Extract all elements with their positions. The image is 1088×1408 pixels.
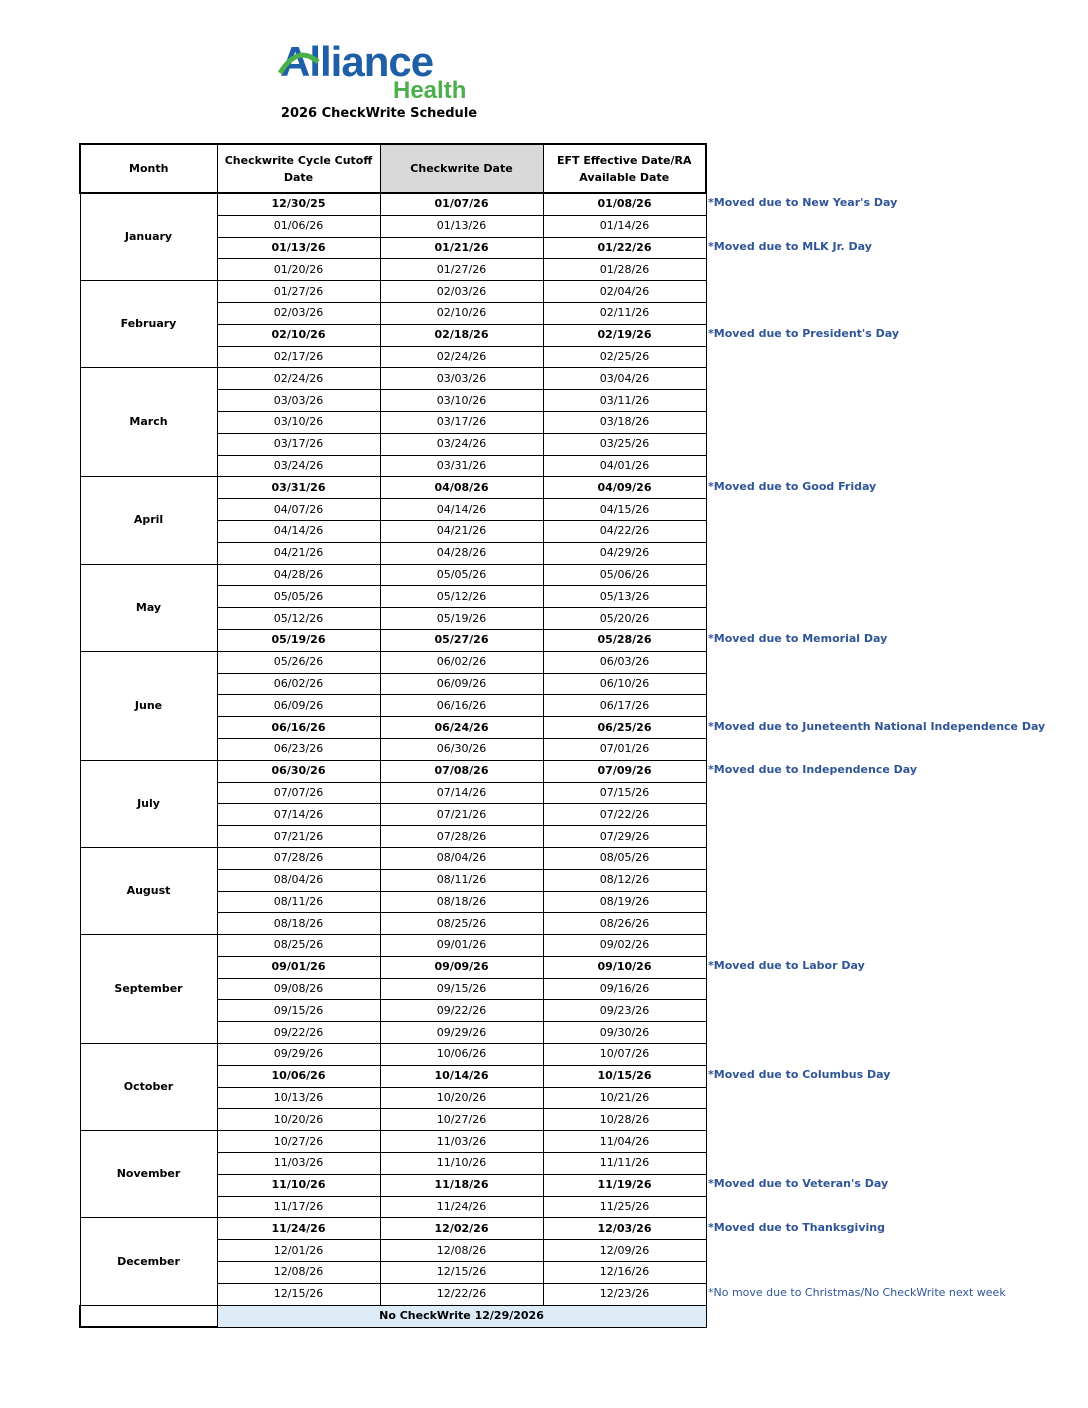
cutoff-date-cell: 09/29/26 (217, 1044, 380, 1066)
cutoff-date-cell: 12/30/25 (217, 193, 380, 215)
check-date-cell: 02/10/26 (380, 302, 543, 324)
holiday-note: *Moved due to MLK Jr. Day (708, 240, 872, 254)
month-cell: December (80, 1218, 217, 1305)
table-row (80, 477, 706, 499)
header-checkwrite: Checkwrite Date (380, 144, 543, 193)
check-date-cell: 08/25/26 (380, 913, 543, 935)
cutoff-date-cell: 01/27/26 (217, 281, 380, 303)
cutoff-date-cell: 02/17/26 (217, 346, 380, 368)
eft-date-cell: 11/11/26 (543, 1153, 706, 1175)
eft-date-cell: 03/18/26 (543, 411, 706, 433)
check-date-cell: 03/31/26 (380, 455, 543, 477)
check-date-cell: 04/21/26 (380, 520, 543, 542)
eft-date-cell: 03/25/26 (543, 433, 706, 455)
check-date-cell: 06/16/26 (380, 695, 543, 717)
eft-date-cell: 08/05/26 (543, 847, 706, 869)
eft-date-cell: 07/01/26 (543, 738, 706, 760)
cutoff-date-cell: 12/15/26 (217, 1283, 380, 1305)
month-cell: March (80, 368, 217, 477)
cutoff-date-cell: 01/06/26 (217, 215, 380, 237)
holiday-note: *Moved due to Juneteenth National Independence Day (708, 719, 1046, 733)
table-row (80, 368, 706, 390)
cutoff-date-cell: 10/13/26 (217, 1087, 380, 1109)
eft-date-cell: 07/15/26 (543, 782, 706, 804)
cutoff-date-cell: 05/26/26 (217, 651, 380, 673)
check-date-cell: 09/01/26 (380, 935, 543, 957)
eft-date-cell: 12/23/26 (543, 1283, 706, 1305)
check-date-cell: 12/22/26 (380, 1283, 543, 1305)
eft-date-cell: 11/04/26 (543, 1131, 706, 1153)
cutoff-date-cell: 02/10/26 (217, 324, 380, 346)
eft-date-cell: 11/25/26 (543, 1196, 706, 1218)
month-cell: August (80, 847, 217, 934)
holiday-note: *Moved due to Thanksgiving (708, 1220, 885, 1234)
logo-line1: Alliance (280, 40, 434, 85)
check-date-cell: 11/03/26 (380, 1131, 543, 1153)
check-date-cell: 06/30/26 (380, 738, 543, 760)
month-cell: May (80, 564, 217, 651)
cutoff-date-cell: 06/23/26 (217, 738, 380, 760)
cutoff-date-cell: 10/27/26 (217, 1131, 380, 1153)
cutoff-date-cell: 06/16/26 (217, 717, 380, 739)
header-cutoff: Checkwrite Cycle Cutoff Date (217, 144, 380, 193)
check-date-cell: 01/27/26 (380, 259, 543, 281)
holiday-note: *Moved due to Memorial Day (708, 632, 888, 646)
eft-date-cell: 03/04/26 (543, 368, 706, 390)
check-date-cell: 01/07/26 (380, 193, 543, 215)
cutoff-date-cell: 04/07/26 (217, 499, 380, 521)
eft-date-cell: 04/01/26 (543, 455, 706, 477)
check-date-cell: 11/18/26 (380, 1174, 543, 1196)
check-date-cell: 05/27/26 (380, 629, 543, 651)
eft-date-cell: 12/09/26 (543, 1240, 706, 1262)
cutoff-date-cell: 03/17/26 (217, 433, 380, 455)
check-date-cell: 10/20/26 (380, 1087, 543, 1109)
eft-date-cell: 05/28/26 (543, 629, 706, 651)
cutoff-date-cell: 02/03/26 (217, 302, 380, 324)
check-date-cell: 11/24/26 (380, 1196, 543, 1218)
header-month: Month (80, 144, 217, 193)
cutoff-date-cell: 05/05/26 (217, 586, 380, 608)
eft-date-cell: 10/15/26 (543, 1065, 706, 1087)
cutoff-date-cell: 04/14/26 (217, 520, 380, 542)
holiday-note: *Moved due to Columbus Day (708, 1068, 891, 1082)
eft-date-cell: 01/08/26 (543, 193, 706, 215)
holiday-note: *Moved due to Veteran's Day (708, 1177, 889, 1191)
check-date-cell: 08/04/26 (380, 847, 543, 869)
cutoff-date-cell: 03/10/26 (217, 411, 380, 433)
schedule-table (79, 143, 707, 1328)
holiday-note: *Moved due to President's Day (708, 327, 900, 341)
check-date-cell: 12/15/26 (380, 1262, 543, 1284)
logo-line2: Health (393, 77, 467, 100)
check-date-cell: 03/24/26 (380, 433, 543, 455)
month-cell: July (80, 760, 217, 847)
eft-date-cell: 04/22/26 (543, 520, 706, 542)
eft-date-cell: 11/19/26 (543, 1174, 706, 1196)
cutoff-date-cell: 04/28/26 (217, 564, 380, 586)
cutoff-date-cell: 10/06/26 (217, 1065, 380, 1087)
cutoff-date-cell: 07/28/26 (217, 847, 380, 869)
check-date-cell: 09/09/26 (380, 956, 543, 978)
check-date-cell: 07/21/26 (380, 804, 543, 826)
cutoff-date-cell: 07/14/26 (217, 804, 380, 826)
cutoff-date-cell: 05/12/26 (217, 608, 380, 630)
eft-date-cell: 09/02/26 (543, 935, 706, 957)
check-date-cell: 07/28/26 (380, 826, 543, 848)
eft-date-cell: 06/17/26 (543, 695, 706, 717)
check-date-cell: 01/13/26 (380, 215, 543, 237)
check-date-cell: 10/14/26 (380, 1065, 543, 1087)
check-date-cell: 05/12/26 (380, 586, 543, 608)
eft-date-cell: 12/03/26 (543, 1218, 706, 1240)
eft-date-cell: 07/22/26 (543, 804, 706, 826)
eft-date-cell: 05/13/26 (543, 586, 706, 608)
check-date-cell: 03/10/26 (380, 390, 543, 412)
table-row (80, 564, 706, 586)
cutoff-date-cell: 08/25/26 (217, 935, 380, 957)
check-date-cell: 09/29/26 (380, 1022, 543, 1044)
cutoff-date-cell: 08/11/26 (217, 891, 380, 913)
month-cell: October (80, 1044, 217, 1131)
table-row (80, 1044, 706, 1066)
cutoff-date-cell: 12/08/26 (217, 1262, 380, 1284)
check-date-cell: 06/24/26 (380, 717, 543, 739)
cutoff-date-cell: 03/03/26 (217, 390, 380, 412)
month-cell: February (80, 281, 217, 368)
eft-date-cell: 04/09/26 (543, 477, 706, 499)
check-date-cell: 08/11/26 (380, 869, 543, 891)
month-cell: November (80, 1131, 217, 1218)
month-cell: September (80, 935, 217, 1044)
table-row (80, 1218, 706, 1240)
cutoff-date-cell: 11/10/26 (217, 1174, 380, 1196)
eft-date-cell: 07/29/26 (543, 826, 706, 848)
eft-date-cell: 02/04/26 (543, 281, 706, 303)
check-date-cell: 06/09/26 (380, 673, 543, 695)
check-date-cell: 06/02/26 (380, 651, 543, 673)
check-date-cell: 08/18/26 (380, 891, 543, 913)
eft-date-cell: 09/23/26 (543, 1000, 706, 1022)
cutoff-date-cell: 06/09/26 (217, 695, 380, 717)
check-date-cell: 04/08/26 (380, 477, 543, 499)
cutoff-date-cell: 03/24/26 (217, 455, 380, 477)
check-date-cell: 04/28/26 (380, 542, 543, 564)
cutoff-date-cell: 11/03/26 (217, 1153, 380, 1175)
cutoff-date-cell: 05/19/26 (217, 629, 380, 651)
eft-date-cell: 02/25/26 (543, 346, 706, 368)
eft-date-cell: 03/11/26 (543, 390, 706, 412)
eft-date-cell: 04/15/26 (543, 499, 706, 521)
cutoff-date-cell: 08/04/26 (217, 869, 380, 891)
check-date-cell: 02/18/26 (380, 324, 543, 346)
month-cell: January (80, 193, 217, 281)
cutoff-date-cell: 01/13/26 (217, 237, 380, 259)
table-row (80, 847, 706, 869)
check-date-cell: 12/08/26 (380, 1240, 543, 1262)
cutoff-date-cell: 03/31/26 (217, 477, 380, 499)
check-date-cell: 10/27/26 (380, 1109, 543, 1131)
eft-date-cell: 10/07/26 (543, 1044, 706, 1066)
check-date-cell: 09/15/26 (380, 978, 543, 1000)
holiday-note: *Moved due to New Year's Day (708, 196, 898, 209)
cutoff-date-cell: 09/15/26 (217, 1000, 380, 1022)
holiday-note: *No move due to Christmas/No CheckWrite next week (708, 1286, 1006, 1300)
cutoff-date-cell: 06/30/26 (217, 760, 380, 782)
alliance-health-logo (278, 40, 468, 100)
check-date-cell: 03/03/26 (380, 368, 543, 390)
eft-date-cell: 01/28/26 (543, 259, 706, 281)
table-row (80, 1131, 706, 1153)
check-date-cell: 05/19/26 (380, 608, 543, 630)
eft-date-cell: 09/16/26 (543, 978, 706, 1000)
eft-date-cell: 04/29/26 (543, 542, 706, 564)
check-date-cell: 03/17/26 (380, 411, 543, 433)
check-date-cell: 02/24/26 (380, 346, 543, 368)
table-row (80, 281, 706, 303)
no-checkwrite-footer: No CheckWrite 12/29/2026 (217, 1305, 706, 1327)
eft-date-cell: 06/03/26 (543, 651, 706, 673)
check-date-cell: 12/02/26 (380, 1218, 543, 1240)
month-cell: June (80, 651, 217, 760)
check-date-cell: 10/06/26 (380, 1044, 543, 1066)
check-date-cell: 04/14/26 (380, 499, 543, 521)
eft-date-cell: 02/19/26 (543, 324, 706, 346)
cutoff-date-cell: 10/20/26 (217, 1109, 380, 1131)
check-date-cell: 11/10/26 (380, 1153, 543, 1175)
header-row (80, 144, 706, 193)
cutoff-date-cell: 09/01/26 (217, 956, 380, 978)
eft-date-cell: 02/11/26 (543, 302, 706, 324)
eft-date-cell: 09/30/26 (543, 1022, 706, 1044)
cutoff-date-cell: 07/07/26 (217, 782, 380, 804)
month-cell: April (80, 477, 217, 564)
holiday-note: *Moved due to Good Friday (708, 479, 877, 493)
table-row (80, 651, 706, 673)
check-date-cell: 07/08/26 (380, 760, 543, 782)
holiday-note: *Moved due to Independence Day (708, 763, 918, 777)
eft-date-cell: 06/25/26 (543, 717, 706, 739)
eft-date-cell: 08/12/26 (543, 869, 706, 891)
eft-date-cell: 05/20/26 (543, 608, 706, 630)
cutoff-date-cell: 11/17/26 (217, 1196, 380, 1218)
eft-date-cell: 06/10/26 (543, 673, 706, 695)
cutoff-date-cell: 02/24/26 (217, 368, 380, 390)
cutoff-date-cell: 06/02/26 (217, 673, 380, 695)
check-date-cell: 01/21/26 (380, 237, 543, 259)
page-title: 2026 CheckWrite Schedule (280, 106, 478, 121)
check-date-cell: 02/03/26 (380, 281, 543, 303)
check-date-cell: 05/05/26 (380, 564, 543, 586)
cutoff-date-cell: 09/08/26 (217, 978, 380, 1000)
eft-date-cell: 10/28/26 (543, 1109, 706, 1131)
cutoff-date-cell: 01/20/26 (217, 259, 380, 281)
cutoff-date-cell: 07/21/26 (217, 826, 380, 848)
check-date-cell: 09/22/26 (380, 1000, 543, 1022)
cutoff-date-cell: 11/24/26 (217, 1218, 380, 1240)
eft-date-cell: 12/16/26 (543, 1262, 706, 1284)
cutoff-date-cell: 09/22/26 (217, 1022, 380, 1044)
footer-row (80, 1305, 706, 1327)
table-row (80, 935, 706, 957)
table-row (80, 193, 706, 215)
eft-date-cell: 09/10/26 (543, 956, 706, 978)
table-row (80, 760, 706, 782)
eft-date-cell: 07/09/26 (543, 760, 706, 782)
footer-spacer (80, 1305, 217, 1327)
eft-date-cell: 08/19/26 (543, 891, 706, 913)
eft-date-cell: 05/06/26 (543, 564, 706, 586)
cutoff-date-cell: 08/18/26 (217, 913, 380, 935)
check-date-cell: 07/14/26 (380, 782, 543, 804)
holiday-note: *Moved due to Labor Day (708, 959, 865, 973)
eft-date-cell: 10/21/26 (543, 1087, 706, 1109)
header-eft: EFT Effective Date/RA Available Date (543, 144, 706, 193)
eft-date-cell: 08/26/26 (543, 913, 706, 935)
cutoff-date-cell: 12/01/26 (217, 1240, 380, 1262)
cutoff-date-cell: 04/21/26 (217, 542, 380, 564)
eft-date-cell: 01/14/26 (543, 215, 706, 237)
eft-date-cell: 01/22/26 (543, 237, 706, 259)
